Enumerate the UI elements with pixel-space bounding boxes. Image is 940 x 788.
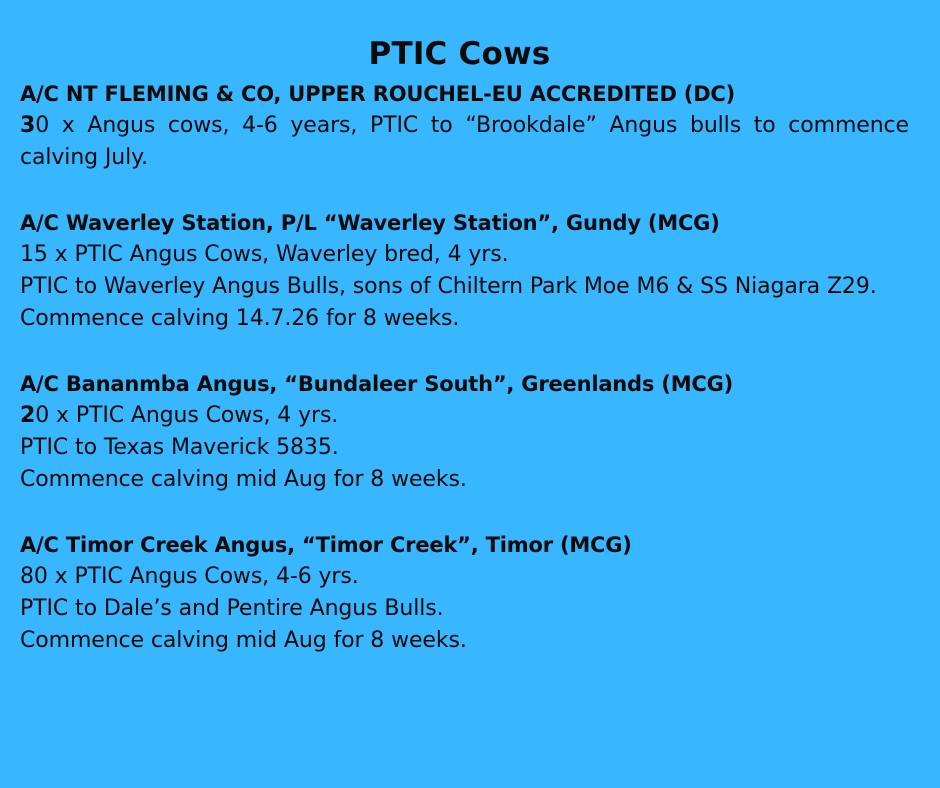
lot-lead-digit: 2 xyxy=(20,403,36,428)
lot-line: PTIC to Waverley Angus Bulls, sons of Chiltern Park Moe M6 & SS Niagara Z29. xyxy=(20,274,877,299)
lot-line: Commence calving mid Aug for 8 weeks. xyxy=(20,628,467,653)
lot-waverley xyxy=(20,207,909,335)
lot-heading: A/C Waverley Station, P/L “Waverley Station”, Gundy (MCG) xyxy=(20,211,720,235)
lot-lead-digit: 3 xyxy=(20,113,36,138)
lot-line: PTIC to Dale’s and Pentire Angus Bulls. xyxy=(20,596,444,621)
lot-line xyxy=(20,400,909,432)
document-page xyxy=(20,36,909,657)
lot-fleming xyxy=(20,78,909,174)
lot-line: PTIC to Texas Maverick 5835. xyxy=(20,435,339,460)
lot-description xyxy=(20,110,909,174)
lot-line: Commence calving mid Aug for 8 weeks. xyxy=(20,467,467,492)
lot-line: Commence calving 14.7.26 for 8 weeks. xyxy=(20,306,460,331)
lot-description-text: 0 x Angus cows, 4-6 years, PTIC to “Brookdale” Angus bulls to commence calving July. xyxy=(20,113,909,170)
lot-heading: A/C Timor Creek Angus, “Timor Creek”, Timor (MCG) xyxy=(20,533,632,557)
lot-line: 80 x PTIC Angus Cows, 4-6 yrs. xyxy=(20,564,359,589)
lot-heading: A/C Bananmba Angus, “Bundaleer South”, Greenlands (MCG) xyxy=(20,372,734,396)
page-title: PTIC Cows xyxy=(368,36,551,72)
lot-line-text: 0 x PTIC Angus Cows, 4 yrs. xyxy=(35,403,339,428)
lot-line: 15 x PTIC Angus Cows, Waverley bred, 4 yrs. xyxy=(20,242,509,267)
lot-timor-creek xyxy=(20,529,909,657)
lot-bananmba xyxy=(20,368,909,496)
lot-heading: A/C NT FLEMING & CO, UPPER ROUCHEL-EU ACCREDITED (DC) xyxy=(20,82,736,106)
